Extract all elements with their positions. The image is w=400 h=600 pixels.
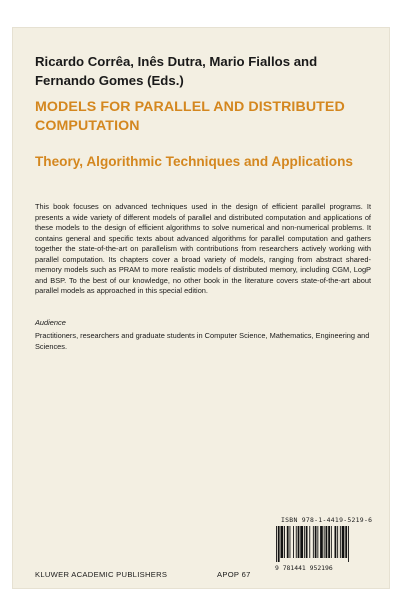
book-title: MODELS FOR PARALLEL AND DISTRIBUTED COMPUTATION (35, 99, 345, 134)
barcode-bar (293, 526, 294, 558)
barcode-bar (298, 526, 300, 558)
isbn-label: ISBN 978-1-4419-5219-6 (281, 516, 373, 524)
barcode-bar (287, 526, 289, 558)
barcode-bar (304, 526, 305, 558)
barcode-bar (300, 526, 303, 558)
audience-heading: Audience (35, 318, 66, 327)
barcode-bar (278, 526, 280, 562)
series-code: APOP 67 (217, 570, 251, 579)
barcode-bar (317, 526, 318, 558)
barcode-bar (290, 526, 291, 558)
barcode-bar (335, 526, 337, 558)
book-back-cover (13, 28, 389, 588)
publisher-name: KLUWER ACADEMIC PUBLISHERS (35, 570, 168, 579)
barcode-bar (309, 526, 310, 558)
barcode-bar (342, 526, 345, 558)
barcode-bar (306, 526, 308, 558)
book-subtitle: Theory, Algorithmic Techniques and Applications (35, 154, 353, 169)
audience-text: Practitioners, researchers and graduate students in Computer Science, Mathematics, Engineering and Sciences. (35, 331, 370, 351)
barcode-bar (337, 526, 338, 558)
barcode-image (275, 526, 379, 562)
barcode-bar (328, 526, 330, 558)
barcode-bar (324, 526, 325, 558)
barcode-bar (326, 526, 328, 558)
barcode-bar (348, 526, 349, 562)
barcode-bar (331, 526, 332, 558)
barcode-bar (315, 526, 317, 558)
book-description: This book focuses on advanced techniques used in the design of efficient parallel programs. It presents a wide variety of different models of parallel and distributed computation and applications of these models to the design of efficient algorithms to solve numerical and non-numerical problems. It contains general and specific texts about advanced algorithms for parallel computation and gathers together the state-of-the-art on parallelism with contributions from researchers actively working with parallel computation. Its chapters cover a broad variety of models, ranging from abstract shared-memory models such as PRAM to more realistic models of distributed memory, including CGM, LogP and BSP. To the best of our knowledge, no other book in the literature covers state-of-the-art about parallel models as approached in this special edition. (35, 202, 371, 295)
editors-list: Ricardo Corrêa, Inês Dutra, Mario Fiallos and Fernando Gomes (Eds.) (35, 54, 318, 88)
barcode-bar (340, 526, 341, 558)
barcode-bar (345, 526, 347, 558)
barcode-bar (284, 526, 285, 558)
barcode-bar (313, 526, 314, 558)
barcode-digits: 9 781441 952196 (275, 564, 333, 572)
barcode-bar (276, 526, 277, 562)
barcode-bar (296, 526, 297, 558)
barcode-bar (281, 526, 284, 558)
barcode-bar (320, 526, 323, 558)
